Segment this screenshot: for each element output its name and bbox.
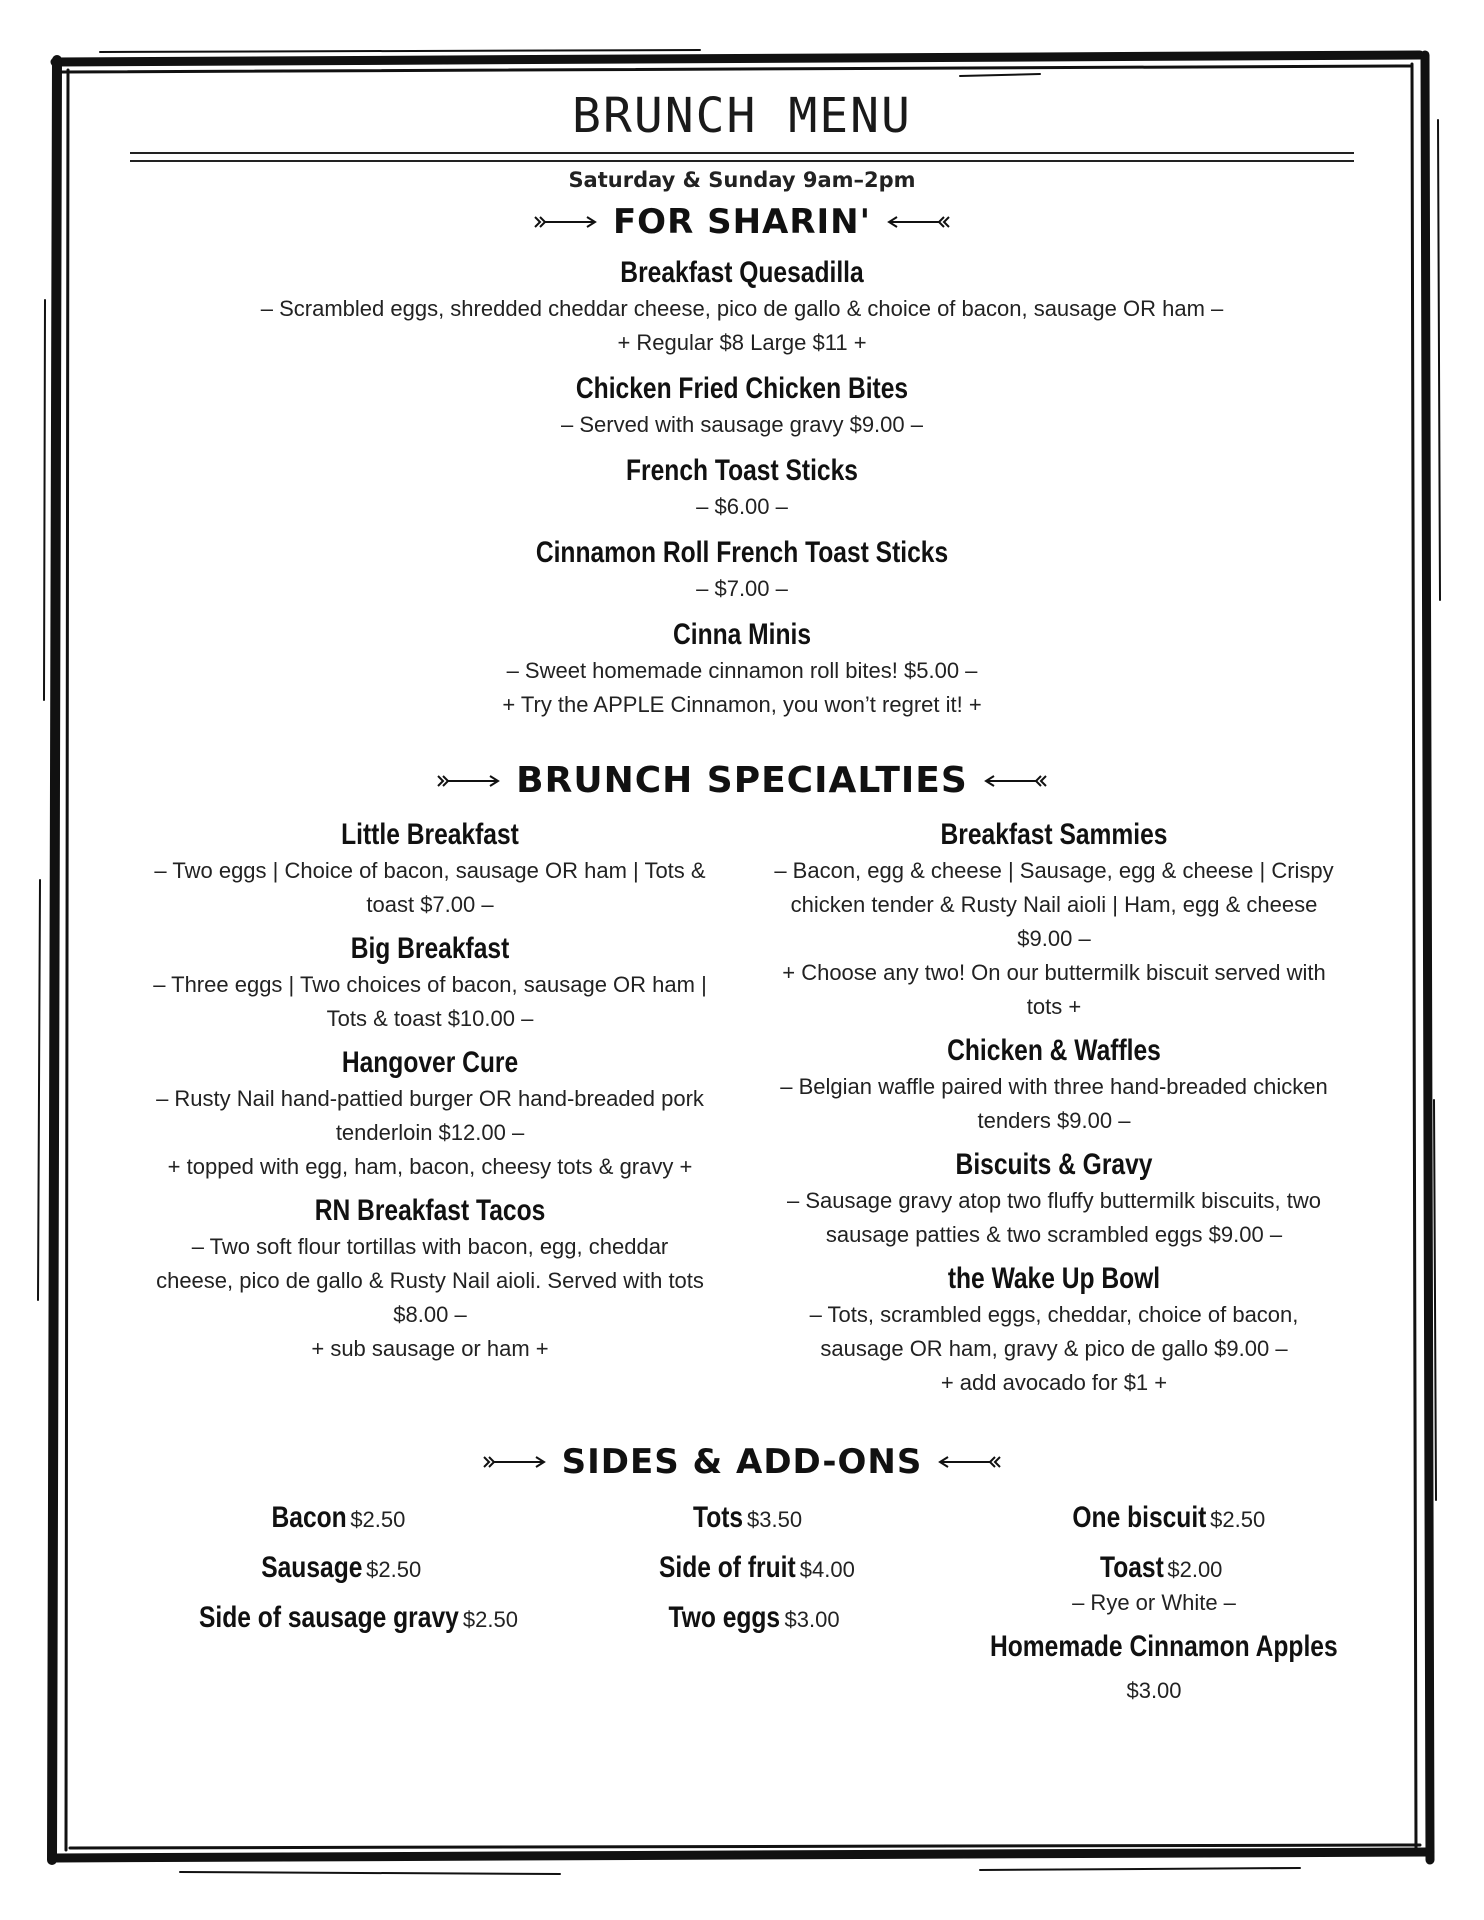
item-desc: – Two soft flour tortillas with bacon, egg, cheddar [191, 1234, 669, 1259]
item-desc: – Two eggs | Choice of bacon, sausage OR ham | Tots & [154, 858, 706, 883]
item-desc: chicken tender & Rusty Nail aioli | Ham, egg & cheese [790, 892, 1318, 917]
arrow-left-icon [938, 1454, 1002, 1470]
sides-column-3 [954, 1494, 1354, 1708]
menu-item-little-breakfast [130, 816, 730, 922]
item-desc: – Three eggs | Two choices of bacon, sausage OR ham | [153, 972, 707, 997]
side-item-sausage-gravy [130, 1594, 530, 1644]
toast-note: – Rye or White – [1072, 1590, 1236, 1615]
menu-item-chicken-waffles [754, 1032, 1354, 1138]
specialties-left-column [130, 816, 730, 1366]
item-desc: – Served with sausage gravy $9.00 – [560, 412, 923, 437]
specialties-right-column [754, 816, 1354, 1400]
section-heading-sharing [130, 202, 1354, 242]
side-name: Toast [1099, 1551, 1164, 1584]
item-desc: – Bacon, egg & cheese | Sausage, egg & cheese | Crispy [774, 858, 1334, 883]
item-name: Cinnamon Roll French Toast Sticks [535, 536, 949, 569]
arrow-right-icon [533, 214, 597, 230]
title-rule-top [130, 152, 1354, 154]
side-price: $3.50 [747, 1507, 803, 1532]
arrow-right-icon [436, 773, 500, 789]
arrow-left-icon [887, 214, 951, 230]
item-desc: + topped with egg, ham, bacon, cheesy tots & gravy + [167, 1154, 693, 1179]
item-desc: + Choose any two! On our buttermilk biscuit served with [782, 960, 1326, 985]
item-desc: – Tots, scrambled eggs, cheddar, choice of bacon, [809, 1302, 1299, 1327]
item-name: Little Breakfast [341, 818, 519, 851]
sides-column-2 [542, 1494, 942, 1644]
item-desc: – Sweet homemade cinnamon roll bites! $5.00 – [506, 658, 978, 683]
side-price: $4.00 [799, 1557, 855, 1582]
item-desc: $8.00 – [393, 1302, 467, 1327]
menu-item-big-breakfast [130, 930, 730, 1036]
side-name: Side of sausage gravy [199, 1601, 459, 1634]
side-item-cinnamon-apples-name: Homemade Cinnamon Apples [990, 1630, 1338, 1663]
item-name: Cinna Minis [672, 618, 812, 651]
menu-title: BRUNCH MENU [572, 88, 912, 144]
menu-item-chicken-fried-chicken-bites [130, 370, 1354, 442]
side-item-fruit [542, 1544, 942, 1594]
side-price: $2.50 [462, 1607, 518, 1632]
item-desc: tenders $9.00 – [977, 1108, 1131, 1133]
item-name: Breakfast Sammies [940, 818, 1168, 851]
menu-item-rn-breakfast-tacos [130, 1192, 730, 1366]
item-desc: tenderloin $12.00 – [335, 1120, 525, 1145]
sharing-list [130, 254, 1354, 722]
item-name: RN Breakfast Tacos [314, 1194, 546, 1227]
item-desc: – $7.00 – [696, 576, 788, 601]
side-item-one-biscuit [954, 1494, 1354, 1544]
menu-item-breakfast-sammies [754, 816, 1354, 1024]
item-desc: + sub sausage or ham + [311, 1336, 549, 1361]
item-desc: $9.00 – [1017, 926, 1091, 951]
item-desc: – Sausage gravy atop two fluffy buttermilk biscuits, two [787, 1188, 1321, 1213]
section-heading-specialties-label: BRUNCH SPECIALTIES [516, 760, 968, 801]
item-name: Breakfast Quesadilla [620, 256, 864, 289]
section-heading-specialties [130, 760, 1354, 801]
section-heading-sharing-label: FOR SHARIN' [612, 202, 872, 242]
side-item-cinnamon-apples-price: $3.00 [1126, 1678, 1182, 1703]
side-name: Sausage [260, 1551, 363, 1584]
item-desc: cheese, pico de gallo & Rusty Nail aioli. Served with tots [156, 1268, 704, 1293]
item-name: Biscuits & Gravy [955, 1148, 1153, 1181]
item-desc: – Scrambled eggs, shredded cheddar cheese, pico de gallo & choice of bacon, sausage OR ham – [260, 296, 1224, 321]
side-price: $2.00 [1167, 1557, 1223, 1582]
side-name: One biscuit [1072, 1501, 1207, 1534]
item-desc: + Regular $8 Large $11 + [617, 330, 867, 355]
side-price: $2.50 [350, 1507, 406, 1532]
side-price: $2.50 [1210, 1507, 1266, 1532]
arrow-right-icon [482, 1454, 546, 1470]
arrow-left-icon [984, 773, 1048, 789]
item-name: the Wake Up Bowl [947, 1262, 1161, 1295]
side-item-sausage [130, 1544, 530, 1594]
item-desc: tots + [1026, 994, 1082, 1019]
menu-item-breakfast-quesadilla [130, 254, 1354, 360]
item-name: Chicken Fried Chicken Bites [575, 372, 909, 405]
section-heading-sides-label: SIDES & ADD-ONS [561, 1442, 923, 1482]
item-desc: sausage patties & two scrambled eggs $9.00 – [825, 1222, 1283, 1247]
side-name: Tots [692, 1501, 744, 1534]
item-name: Hangover Cure [341, 1046, 519, 1079]
item-desc: – Belgian waffle paired with three hand-breaded chicken [780, 1074, 1328, 1099]
side-name: Side of fruit [659, 1551, 796, 1584]
item-desc: – $6.00 – [696, 494, 788, 519]
title-rule-bottom [130, 160, 1354, 162]
item-name: French Toast Sticks [626, 454, 858, 487]
side-item-two-eggs [542, 1594, 942, 1644]
side-price: $3.00 [784, 1607, 840, 1632]
item-name: Chicken & Waffles [947, 1034, 1161, 1067]
section-heading-sides [130, 1442, 1354, 1482]
menu-page [130, 0, 1354, 1920]
menu-item-wake-up-bowl [754, 1260, 1354, 1400]
menu-item-cinna-minis [130, 616, 1354, 722]
item-desc: toast $7.00 – [366, 892, 494, 917]
item-desc: + add avocado for $1 + [940, 1370, 1168, 1395]
hours-text: Saturday & Sunday 9am–2pm [568, 168, 916, 192]
item-desc: sausage OR ham, gravy & pico de gallo $9.00 – [820, 1336, 1288, 1361]
menu-item-cinnamon-roll-french-toast-sticks [130, 534, 1354, 606]
side-name: Bacon [271, 1501, 347, 1534]
menu-item-hangover-cure [130, 1044, 730, 1184]
menu-item-biscuits-gravy [754, 1146, 1354, 1252]
side-name: Two eggs [668, 1601, 781, 1634]
item-desc: + Try the APPLE Cinnamon, you won’t regret it! + [502, 692, 982, 717]
item-desc: – Rusty Nail hand-pattied burger OR hand-breaded pork [156, 1086, 704, 1111]
side-price: $2.50 [366, 1557, 422, 1582]
menu-item-french-toast-sticks [130, 452, 1354, 524]
sides-column-1 [130, 1494, 530, 1644]
side-item-tots [542, 1494, 942, 1544]
item-name: Big Breakfast [350, 932, 510, 965]
item-desc: Tots & toast $10.00 – [326, 1006, 534, 1031]
side-item-bacon [130, 1494, 530, 1544]
